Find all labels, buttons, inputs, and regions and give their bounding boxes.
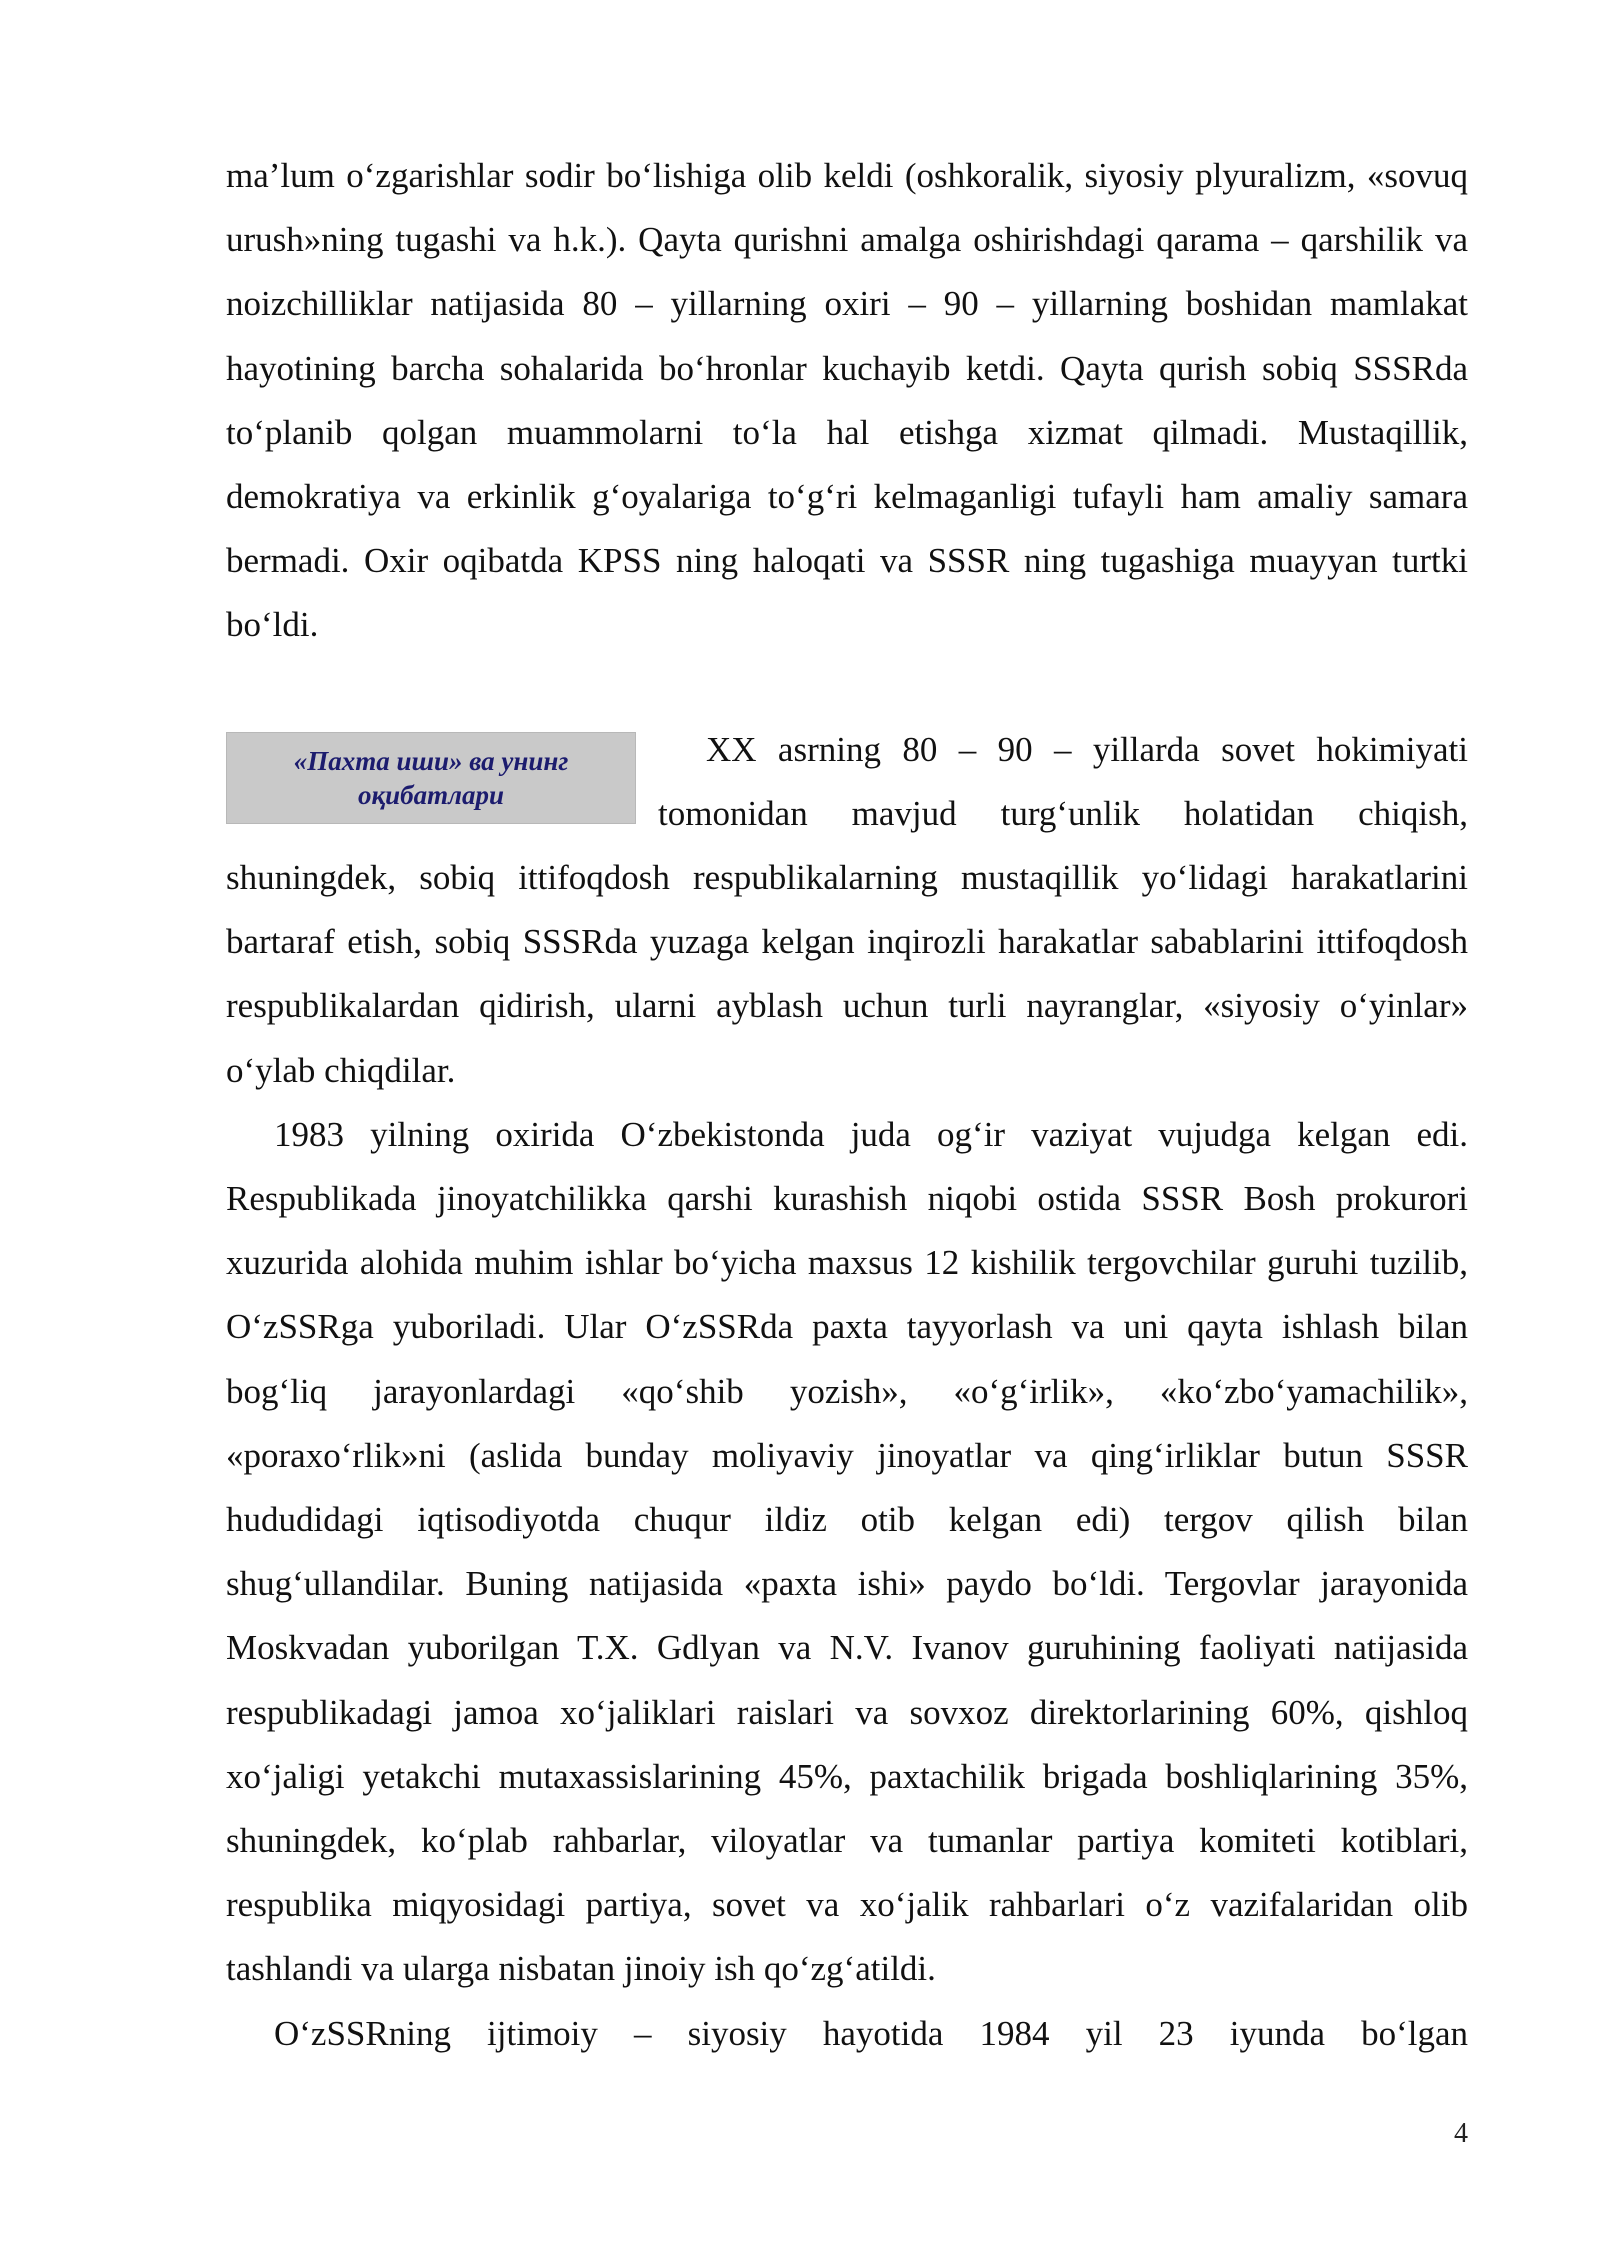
section-heading-box — [226, 732, 636, 824]
document-page — [226, 144, 1468, 2066]
page-number: 4 — [1454, 2118, 1468, 2149]
paragraph-2: XX asrning 80 – 90 – yillarda sovet hokimiyati tomonidan mavjud turg‘unlik holatidan chiqish, shuningdek, sobiq ittifoqdosh respublikalarning mustaqillik yo‘lidagi harakatlarini bartaraf etish, sobiq SSSRda yuzaga kelgan inqirozli harakatlar sabablarini ittifoqdosh respublikalardan qidirish, ularni ayblash uchun turli nayranglar, «siyosiy o‘yinlar» o‘ylab chiqdilar. — [226, 729, 1468, 1090]
paragraph-1: ma’lum o‘zgarishlar sodir bo‘lishiga olib keldi (oshkoralik, siyosiy plyuralizm, «sovuq urush»ning tugashi va h.k.). Qayta qurishni amalga oshirishdagi qarama – qarshilik va noizchilliklar natijasida 80 – yillarning oxiri – 90 – yillarning boshidan mamlakat hayotining barcha sohalarida bo‘hronlar kuchayib ketdi. Qayta qurish sobiq SSSRda to‘planib qolgan muammolarni to‘la hal etishga xizmat qilmadi. Mustaqillik, demokratiya va erkinlik g‘oyalariga to‘g‘ri kelmaganligi tufayli ham amaliy samara bermadi. Oxir oqibatda KPSS ning haloqati va SSSR ning tugashiga muayyan turtki bo‘ldi. — [226, 156, 1468, 645]
section-heading-text: «Пахта иши» ва унинг оқибатлари — [293, 745, 569, 810]
paragraph-3: 1983 yilning oxirida O‘zbekistonda juda og‘ir vaziyat vujudga kelgan edi. Respublikada jinoyatchilikka qarshi kurashish niqobi ostida SSSR Bosh prokurori xuzurida alohida muhim ishlar bo‘yicha maxsus 12 kishilik tergovchilar guruhi tuzilib, O‘zSSRga yuboriladi. Ular O‘zSSRda paxta tayyorlash va uni qayta ishlash bilan bog‘liq jarayonlardagi «qo‘shib yozish», «o‘g‘irlik», «ko‘zbo‘yamachilik», «poraxo‘rlik»ni (aslida bunday moliyaviy jinoyatlar va qing‘irliklar butun SSSR hududidagi iqtisodiyotda chuqur ildiz otib kelgan edi) tergov qilish bilan shug‘ullandilar. Buning natijasida «paxta ishi» paydo bo‘ldi. Tergovlar jarayonida Moskvadan yuborilgan T.X. Gdlyan va N.V. Ivanov guruhining faoliyati natijasida respublikadagi jamoa xo‘jaliklari raislari va sovxoz direktorlarining 60%, qishloq xo‘jaligi yetakchi mutaxassislarining 45%, paxtachilik brigada boshliqlarining 35%, shuningdek, ko‘plab rahbarlar, viloyatlar va tumanlar partiya komiteti kotiblari, respublika miqyosidagi partiya, sovet va xo‘jalik rahbarlari o‘z vazifalaridan olib tashlandi va ularga nisbatan jinoiy ish qo‘zg‘atildi. — [226, 1114, 1468, 1989]
paragraph-spacer — [226, 658, 1468, 718]
paragraph-4: O‘zSSRning ijtimoiy – siyosiy hayotida 1984 yil 23 iyunda bo‘lgan — [274, 2013, 1468, 2053]
